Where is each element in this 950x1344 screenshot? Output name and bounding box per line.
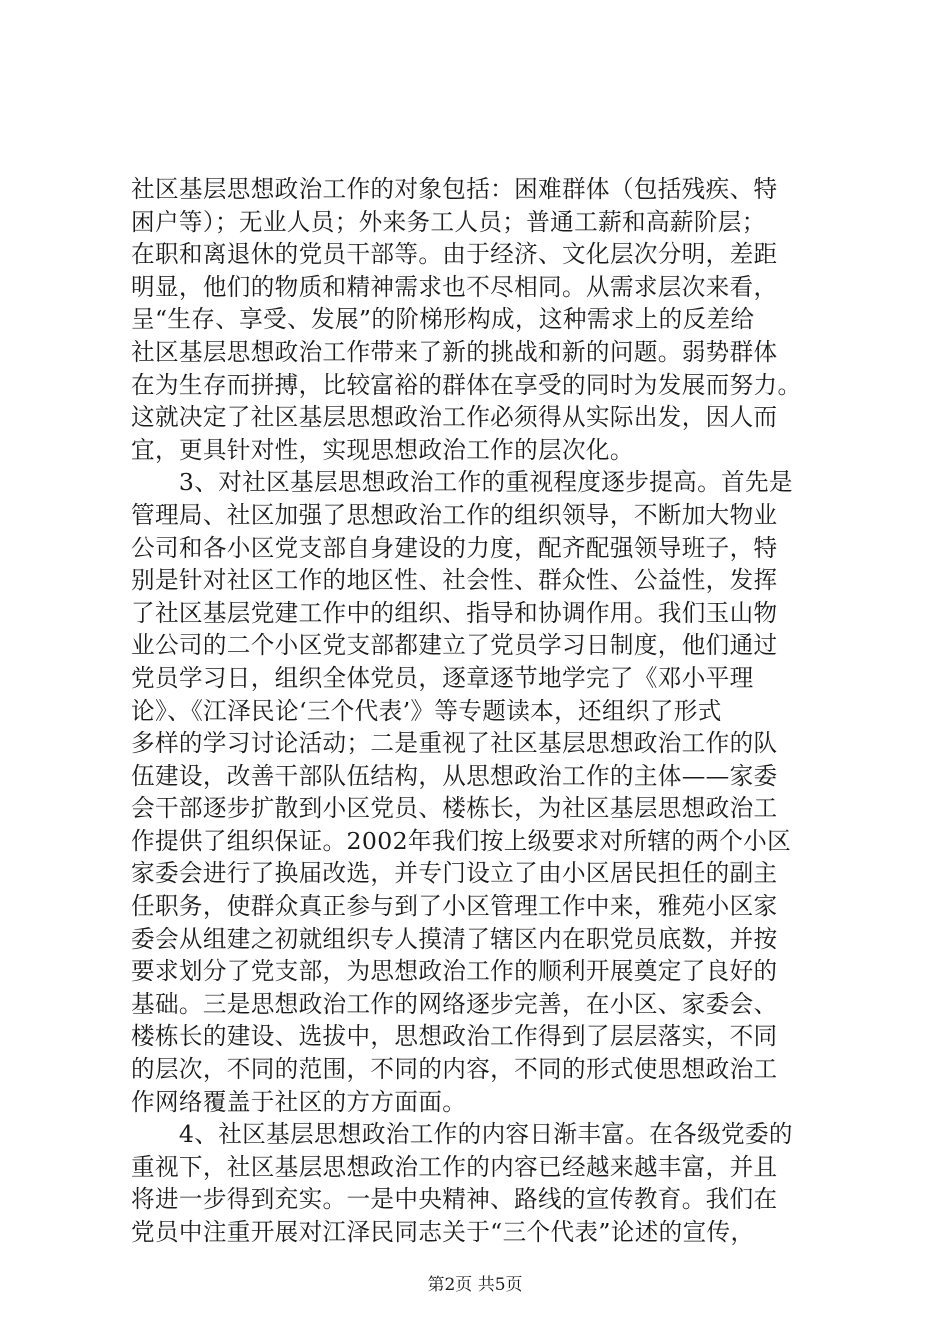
text-line: 管理局、社区加强了思想政治工作的组织领导，不断加大物业 bbox=[131, 500, 778, 529]
text-line: 社区基层思想政治工作的对象包括：困难群体（包括残疾、特 bbox=[131, 175, 778, 203]
text-line: 楼栋长的建设、选拔中，思想政治工作得到了层层落实，不同 bbox=[131, 1022, 778, 1051]
text-line: 要求划分了党支部，为思想政治工作的顺利开展奠定了良好的 bbox=[131, 957, 778, 986]
text-line: 基础。三是思想政治工作的网络逐步完善，在小区、家委会、 bbox=[131, 989, 778, 1018]
text-line: 党员学习日，组织全体党员，逐章逐节地学完了《邓小平理 bbox=[131, 663, 754, 692]
text-line: 了社区基层党建工作中的组织、指导和协调作用。我们玉山物 bbox=[131, 598, 778, 627]
text-line: 论》、《江泽民论‘三个代表’》等专题读本，还组织了形式 bbox=[131, 696, 722, 725]
text-line: 这就决定了社区基层思想政治工作必须得从实际出发，因人而 bbox=[131, 403, 778, 432]
text-line: 伍建设，改善干部队伍结构，从思想政治工作的主体——家委 bbox=[131, 761, 778, 790]
text-line: 困户等）；无业人员；外来务工人员；普通工薪和高薪阶层； bbox=[131, 207, 766, 236]
text-line: 作提供了组织保证。2002年我们按上级要求对所辖的两个小区 bbox=[131, 826, 792, 855]
text-line: 作网络覆盖于社区的方方面面。 bbox=[131, 1087, 467, 1116]
text-line: 别是针对社区工作的地区性、社会性、群众性、公益性，发挥 bbox=[131, 566, 778, 595]
text-line: 家委会进行了换届改选，并专门设立了由小区居民担任的副主 bbox=[131, 859, 778, 888]
text-line: 在为生存而拼搏，比较富裕的群体在享受的同时为发展而努力。 bbox=[131, 370, 802, 399]
paragraph-4-start: 4、社区基层思想政治工作的内容日渐丰富。在各级党委的 bbox=[131, 1120, 793, 1149]
page-number-footer: 第2页 共5页 bbox=[427, 1275, 523, 1295]
paragraph-3-start: 3、对社区基层思想政治工作的重视程度逐步提高。首先是 bbox=[131, 468, 793, 497]
text-line: 党员中注重开展对江泽民同志关于“三个代表”论述的宣传， bbox=[131, 1218, 755, 1246]
text-line: 的层次，不同的范围，不同的内容，不同的形式使思想政治工 bbox=[131, 1055, 778, 1084]
text-line: 社区基层思想政治工作带来了新的挑战和新的问题。弱势群体 bbox=[131, 337, 778, 366]
text-line: 将进一步得到充实。一是中央精神、路线的宣传教育。我们在 bbox=[131, 1185, 778, 1214]
text-line: 宜，更具针对性，实现思想政治工作的层次化。 bbox=[131, 435, 634, 464]
text-line: 明显，他们的物质和精神需求也不尽相同。从需求层次来看， bbox=[131, 272, 778, 301]
text-line: 任职务，使群众真正参与到了小区管理工作中来，雅苑小区家 bbox=[131, 892, 778, 921]
document-body bbox=[131, 173, 831, 1249]
text-line: 重视下，社区基层思想政治工作的内容已经越来越丰富，并且 bbox=[131, 1152, 778, 1181]
text-line: 委会从组建之初就组织专人摸清了辖区内在职党员底数，并按 bbox=[131, 924, 778, 953]
text-line: 呈“生存、享受、发展”的阶梯形构成，这种需求上的反差给 bbox=[131, 305, 755, 334]
text-line: 业公司的二个小区党支部都建立了党员学习日制度，他们通过 bbox=[131, 631, 778, 660]
text-line: 多样的学习讨论活动；二是重视了社区基层思想政治工作的队 bbox=[131, 729, 778, 758]
text-line: 公司和各小区党支部自身建设的力度，配齐配强领导班子，特 bbox=[131, 533, 778, 562]
text-line: 会干部逐步扩散到小区党员、楼栋长，为社区基层思想政治工 bbox=[131, 794, 778, 823]
text-line: 在职和离退休的党员干部等。由于经济、文化层次分明，差距 bbox=[131, 240, 778, 269]
